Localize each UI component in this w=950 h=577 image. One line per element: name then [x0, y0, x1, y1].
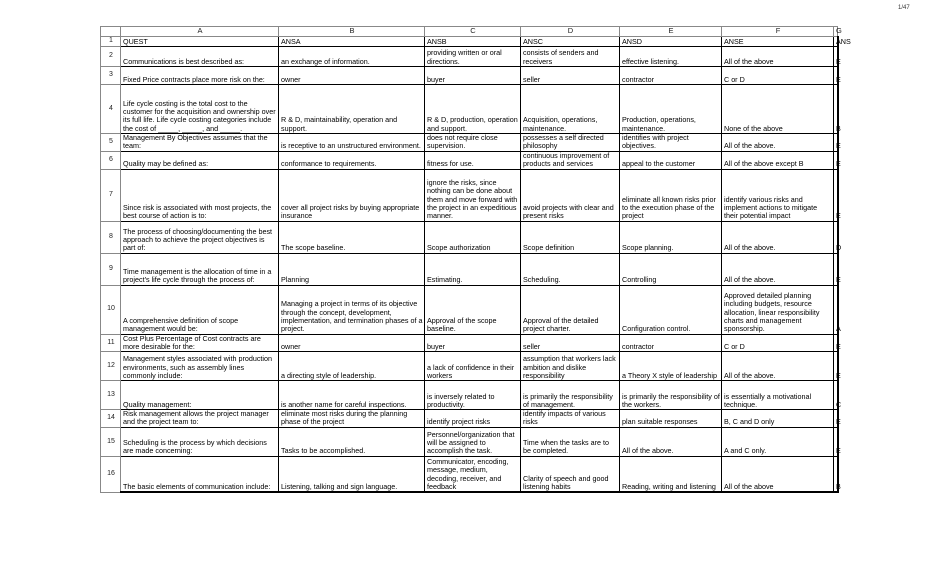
answer-b-cell[interactable]: providing written or oral directions.: [425, 47, 521, 67]
answer-key-cell[interactable]: E: [834, 427, 838, 456]
answer-d-cell[interactable]: contractor: [620, 334, 722, 352]
table-row: [101, 169, 838, 221]
header-cell-ansc[interactable]: ANSC: [521, 37, 620, 47]
answer-d-cell[interactable]: identifies with project objectives.: [620, 134, 722, 152]
row-number[interactable]: 11: [101, 334, 121, 352]
answer-d-cell[interactable]: Configuration control.: [620, 285, 722, 334]
column-header-b[interactable]: B: [279, 27, 425, 37]
answer-d-cell[interactable]: Production, operations, maintenance.: [620, 85, 722, 134]
answer-key-cell[interactable]: B: [834, 456, 838, 492]
answer-e-cell[interactable]: C or D: [722, 334, 834, 352]
row-number[interactable]: 14: [101, 410, 121, 428]
header-cell-ans[interactable]: ANS: [834, 37, 838, 47]
answer-key-cell[interactable]: E: [834, 410, 838, 428]
answer-key-cell[interactable]: E: [834, 67, 838, 85]
answer-b-cell[interactable]: identify project risks: [425, 410, 521, 428]
answer-c-cell[interactable]: consists of senders and receivers: [521, 47, 620, 67]
answer-e-cell[interactable]: All of the above.: [722, 134, 834, 152]
answer-key-cell[interactable]: B: [834, 85, 838, 134]
column-header-d[interactable]: D: [521, 27, 620, 37]
answer-e-cell[interactable]: Approved detailed planning including budgets, resource allocation, linear responsibility charts and management sponsorship.: [722, 285, 834, 334]
table-row: [101, 352, 838, 381]
answer-a-cell[interactable]: cover all project risks by buying appropriate insurance: [279, 169, 425, 221]
question-cell[interactable]: Quality management:: [121, 381, 279, 410]
table-row: [101, 134, 838, 152]
answer-a-cell[interactable]: Planning: [279, 253, 425, 285]
column-header-a[interactable]: A: [121, 27, 279, 37]
answer-d-cell[interactable]: is primarily the responsibility of the workers.: [620, 381, 722, 410]
answer-d-cell[interactable]: eliminate all known risks prior to the execution phase of the project: [620, 169, 722, 221]
header-cell-quest[interactable]: QUEST: [121, 37, 279, 47]
table-row: [101, 253, 838, 285]
answer-a-cell[interactable]: The scope baseline.: [279, 221, 425, 253]
answer-c-cell[interactable]: seller: [521, 334, 620, 352]
row-number[interactable]: 15: [101, 427, 121, 456]
table-row: [101, 456, 838, 492]
answer-a-cell[interactable]: conformance to requirements.: [279, 151, 425, 169]
answer-c-cell[interactable]: assumption that workers lack ambition and dislike responsibility: [521, 352, 620, 381]
answer-a-cell[interactable]: an exchange of information.: [279, 47, 425, 67]
row-number[interactable]: 8: [101, 221, 121, 253]
question-cell[interactable]: Management By Objectives assumes that the team:: [121, 134, 279, 152]
question-cell[interactable]: Life cycle costing is the total cost to the customer for the acquisition and ownership over its full life. Life cycle costing categories include the cost of _____, _____, and _____.: [121, 85, 279, 134]
question-cell[interactable]: The basic elements of communication include:: [121, 456, 279, 492]
answer-d-cell[interactable]: appeal to the customer: [620, 151, 722, 169]
question-cell[interactable]: The process of choosing/documenting the best approach to achieve the project objectives is part of:: [121, 221, 279, 253]
answer-a-cell[interactable]: is receptive to an unstructured environment.: [279, 134, 425, 152]
header-cell-anse[interactable]: ANSE: [722, 37, 834, 47]
answer-d-cell[interactable]: Scope planning.: [620, 221, 722, 253]
answer-e-cell[interactable]: All of the above.: [722, 352, 834, 381]
spreadsheet-table: [100, 26, 851, 493]
table-row: [101, 381, 838, 410]
table-row: [101, 410, 838, 428]
answer-a-cell[interactable]: a directing style of leadership.: [279, 352, 425, 381]
answer-e-cell[interactable]: All of the above except B: [722, 151, 834, 169]
answer-a-cell[interactable]: eliminate most risks during the planning phase of the project: [279, 410, 425, 428]
answer-d-cell[interactable]: a Theory X style of leadership: [620, 352, 722, 381]
column-header-c[interactable]: C: [425, 27, 521, 37]
question-cell[interactable]: Since risk is associated with most projects, the best course of action is to:: [121, 169, 279, 221]
question-cell[interactable]: Time management is the allocation of time in a project's life cycle through the process of:: [121, 253, 279, 285]
answer-c-cell[interactable]: Approval of the detailed project charter.: [521, 285, 620, 334]
column-header-row: [101, 27, 838, 37]
answer-c-cell[interactable]: possesses a self directed philosophy: [521, 134, 620, 152]
answer-b-cell[interactable]: Approval of the scope baseline.: [425, 285, 521, 334]
answer-d-cell[interactable]: effective listening.: [620, 47, 722, 67]
answer-b-cell[interactable]: Communicator, encoding, message, medium, decoding, receiver, and feedback: [425, 456, 521, 492]
answer-e-cell[interactable]: B, C and D only: [722, 410, 834, 428]
answer-a-cell[interactable]: is another name for careful inspections.: [279, 381, 425, 410]
table-row: [101, 285, 838, 334]
row-number[interactable]: 9: [101, 253, 121, 285]
row-number[interactable]: 10: [101, 285, 121, 334]
table-row: [101, 85, 838, 134]
column-header-e[interactable]: E: [620, 27, 722, 37]
column-header-g[interactable]: G: [834, 27, 838, 37]
answer-c-cell[interactable]: Clarity of speech and good listening habits: [521, 456, 620, 492]
question-cell[interactable]: Risk management allows the project manager and the project team to:: [121, 410, 279, 428]
answer-e-cell[interactable]: All of the above.: [722, 221, 834, 253]
answer-b-cell[interactable]: ignore the risks, since nothing can be done about them and move forward with the project in an expeditious manner.: [425, 169, 521, 221]
answer-e-cell[interactable]: identify various risks and implement actions to mitigate their potential impact: [722, 169, 834, 221]
answer-e-cell[interactable]: is essentially a motivational technique.: [722, 381, 834, 410]
row-number[interactable]: 12: [101, 352, 121, 381]
answer-c-cell[interactable]: seller: [521, 67, 620, 85]
answer-e-cell[interactable]: All of the above.: [722, 253, 834, 285]
answer-c-cell[interactable]: Time when the tasks are to be completed.: [521, 427, 620, 456]
header-cell-ansa[interactable]: ANSA: [279, 37, 425, 47]
answer-e-cell[interactable]: C or D: [722, 67, 834, 85]
answer-e-cell[interactable]: All of the above: [722, 47, 834, 67]
row-number[interactable]: 1: [101, 37, 121, 47]
row-number[interactable]: 16: [101, 456, 121, 492]
answer-b-cell[interactable]: buyer: [425, 67, 521, 85]
answer-b-cell[interactable]: R & D, production, operation and support.: [425, 85, 521, 134]
table-row: [101, 67, 838, 85]
answer-d-cell[interactable]: contractor: [620, 67, 722, 85]
row-number[interactable]: 13: [101, 381, 121, 410]
answer-d-cell[interactable]: plan suitable responses: [620, 410, 722, 428]
answer-a-cell[interactable]: R & D, maintainability, operation and support.: [279, 85, 425, 134]
question-cell[interactable]: Fixed Price contracts place more risk on the:: [121, 67, 279, 85]
table-row: [101, 47, 838, 67]
question-cell[interactable]: A comprehensive definition of scope management would be:: [121, 285, 279, 334]
answer-key-cell[interactable]: E: [834, 352, 838, 381]
row-number[interactable]: 2: [101, 47, 121, 67]
column-header-f[interactable]: F: [722, 27, 834, 37]
page-number: 1/47: [898, 5, 910, 11]
answer-e-cell[interactable]: All of the above: [722, 456, 834, 492]
header-row: [101, 37, 838, 47]
answer-d-cell[interactable]: Reading, writing and listening: [620, 456, 722, 492]
corner-cell[interactable]: [101, 27, 121, 37]
answer-b-cell[interactable]: a lack of confidence in their workers: [425, 352, 521, 381]
table-row: [101, 334, 838, 352]
answer-c-cell[interactable]: avoid projects with clear and present risks: [521, 169, 620, 221]
row-number[interactable]: 3: [101, 67, 121, 85]
answer-b-cell[interactable]: does not require close supervision.: [425, 134, 521, 152]
answer-key-cell[interactable]: E: [834, 334, 838, 352]
answer-key-cell[interactable]: C: [834, 381, 838, 410]
answer-c-cell[interactable]: continuous improvement of products and services: [521, 151, 620, 169]
answer-d-cell[interactable]: Controlling: [620, 253, 722, 285]
question-cell[interactable]: Quality may be defined as:: [121, 151, 279, 169]
question-cell[interactable]: Scheduling is the process by which decisions are made concerning:: [121, 427, 279, 456]
header-cell-ansd[interactable]: ANSD: [620, 37, 722, 47]
answer-key-cell[interactable]: E: [834, 134, 838, 152]
header-cell-ansb[interactable]: ANSB: [425, 37, 521, 47]
answer-key-cell[interactable]: A: [834, 285, 838, 334]
answer-key-cell[interactable]: E: [834, 169, 838, 221]
answer-c-cell[interactable]: identify impacts of various risks: [521, 410, 620, 428]
answer-key-cell[interactable]: E: [834, 47, 838, 67]
question-cell[interactable]: Communications is best described as:: [121, 47, 279, 67]
table-row: [101, 427, 838, 456]
answer-key-cell[interactable]: D: [834, 221, 838, 253]
answer-c-cell[interactable]: Acquisition, operations, maintenance.: [521, 85, 620, 134]
answer-a-cell[interactable]: Listening, talking and sign language.: [279, 456, 425, 492]
answer-d-cell[interactable]: All of the above.: [620, 427, 722, 456]
answer-key-cell[interactable]: E: [834, 253, 838, 285]
answer-e-cell[interactable]: A and C only.: [722, 427, 834, 456]
answer-a-cell[interactable]: owner: [279, 334, 425, 352]
row-number[interactable]: 7: [101, 169, 121, 221]
answer-b-cell[interactable]: Scope authorization: [425, 221, 521, 253]
question-cell[interactable]: Management styles associated with production environments, such as assembly lines commonly include:: [121, 352, 279, 381]
answer-a-cell[interactable]: Tasks to be accomplished.: [279, 427, 425, 456]
answer-b-cell[interactable]: is inversely related to productivity.: [425, 381, 521, 410]
answer-b-cell[interactable]: fitness for use.: [425, 151, 521, 169]
answer-c-cell[interactable]: Scope definition: [521, 221, 620, 253]
answer-c-cell[interactable]: is primarily the responsibility of management.: [521, 381, 620, 410]
answer-b-cell[interactable]: buyer: [425, 334, 521, 352]
answer-e-cell[interactable]: None of the above: [722, 85, 834, 134]
answer-c-cell[interactable]: Scheduling.: [521, 253, 620, 285]
answer-key-cell[interactable]: E: [834, 151, 838, 169]
question-cell[interactable]: Cost Plus Percentage of Cost contracts are more desirable for the:: [121, 334, 279, 352]
table-row: [101, 151, 838, 169]
answer-a-cell[interactable]: owner: [279, 67, 425, 85]
row-number[interactable]: 4: [101, 85, 121, 134]
row-number[interactable]: 6: [101, 151, 121, 169]
answer-a-cell[interactable]: Managing a project in terms of its objective through the concept, development, implementation, and termination phases of a project.: [279, 285, 425, 334]
answer-b-cell[interactable]: Estimating.: [425, 253, 521, 285]
answer-b-cell[interactable]: Personnel/organization that will be assigned to accomplish the task.: [425, 427, 521, 456]
row-number[interactable]: 5: [101, 134, 121, 152]
table-row: [101, 221, 838, 253]
